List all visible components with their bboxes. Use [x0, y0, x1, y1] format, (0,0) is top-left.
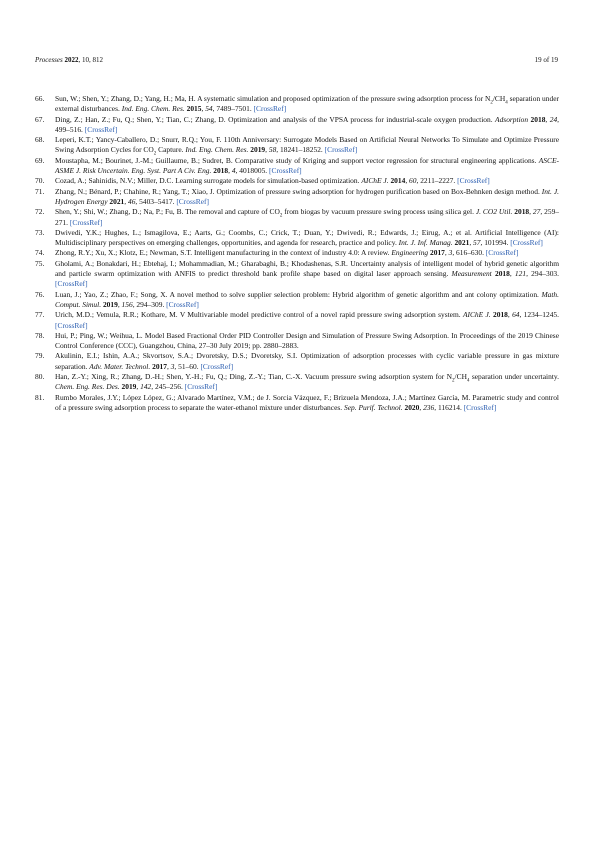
journal-title: Engineering — [391, 248, 429, 258]
reference-item — [35, 331, 559, 352]
crossref-link[interactable]: [CrossRef] — [200, 361, 234, 371]
volume-number: 236 — [423, 402, 435, 412]
reference-text: Rumbo Morales, J.Y.; López López, G.; Alvarado Martínez, V.M.; de J. Sorcia Vázquez, F.; Brizuela Mendoza, J.A.; Martínez García, M. Parametric study and control of a pressure swing adsorption process to separate the water-ethanol mixture under disturbances. — [55, 392, 559, 412]
publication-year: 2014 — [390, 176, 406, 186]
publication-year: 2020 — [404, 402, 420, 412]
journal-title: Ind. Eng. Chem. Res. — [121, 104, 185, 114]
journal-title: Int. J. Hydrogen Energy — [55, 186, 559, 206]
reference-text: , — [228, 166, 232, 176]
reference-text: , — [265, 145, 269, 155]
reference-text: separation under external disturbances. — [55, 94, 559, 114]
crossref-link[interactable]: [CrossRef] — [510, 238, 543, 248]
reference-text: , — [117, 299, 122, 309]
crossref-link[interactable]: [CrossRef] — [84, 124, 118, 134]
reference-number: 66. — [35, 94, 45, 103]
reference-text: , 2211–2227. — [416, 176, 458, 186]
reference-item — [35, 372, 559, 393]
reference-text: , — [545, 114, 550, 124]
publication-year: 2015 — [186, 104, 202, 114]
reference-text: , 116214. — [434, 402, 464, 412]
reference-text: Zhong, R.Y.; Xu, X.; Klotz, E.; Newman, S.T. Intelligent manufacturing in the context of industry 4.0: A review. — [55, 248, 392, 258]
reference-item — [35, 187, 559, 208]
crossref-link[interactable]: [CrossRef] — [184, 382, 218, 392]
reference-text: Shen, Y.; Shi, W.; Zhang, D.; Na, P.; Fu, B. The removal and capture of CO — [55, 207, 280, 217]
publication-year: 2021 — [454, 238, 470, 248]
reference-text: , 4018005. — [235, 166, 270, 176]
reference-text: , — [509, 269, 515, 279]
crossref-link[interactable]: [CrossRef] — [69, 217, 103, 227]
journal-title: AIChE J. — [361, 176, 389, 186]
volume-number: 3 — [170, 361, 175, 371]
publication-year: 2018 — [213, 166, 229, 176]
subscript: 2 — [153, 151, 157, 157]
reference-text: , — [469, 238, 474, 248]
reference-number: 74. — [35, 248, 45, 258]
page-number: 19 of 19 — [534, 56, 558, 64]
reference-item — [35, 351, 559, 372]
journal-title: Measurement — [451, 269, 492, 279]
reference-item — [35, 115, 559, 136]
reference-text: Cozad, A.; Sahinidis, N.V.; Miller, D.C. Learning surrogate models for simulation-based optimization. — [55, 176, 362, 186]
journal-year: 2022 — [64, 56, 79, 64]
journal-title: Sep. Purif. Technol. — [344, 402, 403, 412]
journal-title: Int. J. Inf. Manag. — [398, 238, 453, 248]
publication-year: 2018 — [514, 207, 530, 217]
reference-text: , 5403–5417. — [135, 196, 177, 206]
crossref-link[interactable]: [CrossRef] — [324, 145, 358, 155]
reference-text: Leperi, K.T.; Yancy-Caballero, D.; Snurr, R.Q.; You, F. 110th Anniversary: Surrogate Models Based on Artificial Neural Networks To Simulate and Optimize Pressure Swing Adsorption Cycles for CO — [55, 135, 559, 155]
reference-number: 79. — [35, 351, 45, 361]
reference-item — [35, 393, 559, 414]
reference-number: 71. — [35, 186, 45, 196]
reference-text: , — [444, 248, 449, 258]
journal-title: Adsorption — [495, 114, 529, 124]
subscript: 4 — [466, 378, 470, 384]
reference-item — [35, 94, 559, 115]
reference-text: Han, Z.-Y.; Xing, R.; Zhang, D.-H.; Shen, Y.-H.; Fu, Q.; Ding, Z.-Y.; Tian, C.-X. Vacuum pressure swing adsorption system for N — [55, 372, 453, 382]
reference-text: , — [529, 207, 533, 217]
reference-text: Capture. — [156, 145, 186, 155]
volume-number: 156 — [121, 299, 133, 309]
publication-year: 2018 — [530, 114, 546, 124]
reference-text: , 51–60. — [174, 361, 201, 371]
reference-item — [35, 248, 559, 258]
reference-item — [35, 290, 559, 311]
reference-text: /CH — [492, 94, 506, 103]
reference-number: 67. — [35, 114, 45, 124]
reference-text: , 18241–18252. — [276, 145, 325, 155]
reference-number: 72. — [35, 207, 45, 217]
publication-year: 2018 — [493, 310, 508, 320]
reference-list — [35, 94, 559, 413]
reference-text: , 101994. — [480, 238, 511, 248]
crossref-link[interactable]: [CrossRef] — [253, 104, 287, 114]
reference-text: Gholami, A.; Bonakdari, H.; Ebtehaj, I.; Mohammadian, M.; Gharabaghi, B.; Khodashenas, S.R. Uncertainty analysis of intelligent model of hybrid genetic algorithm and particle swarm optimization with ANFIS to predict threshold bank profile shape based on digital laser approach sensing. — [55, 258, 559, 279]
journal-title: J. CO2 Util. — [475, 207, 513, 217]
publication-year: 2021 — [109, 196, 125, 206]
reference-number: 80. — [35, 372, 45, 382]
reference-text: Luan, J.; Yao, Z.; Zhao, F.; Song, X. A novel method to solve supplier selection problem: Hybrid algorithm of genetic algorithm and ant colony optimization. — [55, 289, 542, 299]
volume-number: 57 — [473, 238, 481, 248]
reference-text: , — [419, 402, 424, 412]
reference-text: from biogas by vacuum pressure swing process using silica gel. — [282, 207, 476, 217]
reference-item — [35, 310, 559, 331]
reference-number: 73. — [35, 227, 45, 237]
reference-text: /CH — [454, 372, 467, 382]
reference-text: , 7489–7501. — [212, 104, 254, 114]
volume-number: 142 — [140, 382, 152, 392]
reference-item — [35, 259, 559, 290]
volume-number: 46 — [127, 196, 136, 206]
header-citation — [35, 56, 103, 64]
crossref-link[interactable]: [CrossRef] — [463, 402, 497, 412]
crossref-link[interactable]: [CrossRef] — [485, 248, 519, 258]
reference-text: , — [405, 176, 410, 186]
reference-text: Akulinin, E.I.; Ishin, A.A.; Skvortsov, S.A.; Dvoretsky, D.S.; Dvoretsky, S.I. Optimization of adsorption processes with cyclic variable pressure in gas mixture separation. — [55, 351, 559, 371]
reference-number: 70. — [35, 176, 45, 186]
reference-number: 81. — [35, 392, 45, 402]
crossref-link[interactable]: [CrossRef] — [55, 320, 88, 330]
journal-title: ASCE-ASME J. Risk Uncertain. Eng. Syst. Part A Civ. Eng. — [55, 155, 559, 176]
publication-year: 2017 — [430, 248, 445, 258]
page-header — [35, 56, 558, 64]
reference-text: Zhang, N.; Bénard, P.; Chahine, R.; Yang, T.; Xiao, J. Optimization of pressure swing adsorption for hydrogen purification based on Box-Behnken design method. — [55, 186, 542, 196]
reference-item — [35, 135, 559, 156]
subscript: 4 — [505, 100, 508, 106]
reference-text: , 259–271. — [55, 207, 560, 227]
reference-text: Ding, Z.; Han, Z.; Fu, Q.; Shen, Y.; Tian, C.; Zhang, D. Optimization and analysis of the VPSA process for industrial-scale oxygen production. — [55, 114, 496, 124]
reference-text: Urich, M.D.; Vemula, R.R.; Kothare, M. V Multivariable model predictive control of a novel rapid pressure swing adsorption system. — [55, 310, 463, 320]
publication-year: 2018 — [494, 269, 510, 279]
crossref-link[interactable]: [CrossRef] — [166, 299, 199, 309]
subscript: 2 — [279, 213, 283, 219]
reference-text: , 1234–1245. — [519, 310, 560, 320]
volume-number: 121 — [514, 269, 527, 279]
reference-number: 78. — [35, 330, 45, 340]
reference-text: , 294–309. — [132, 299, 167, 309]
reference-item — [35, 156, 559, 177]
publication-year: 2019 — [121, 382, 137, 392]
reference-number: 69. — [35, 155, 45, 165]
reference-text: , 294–303. — [526, 269, 560, 279]
subscript: 2 — [490, 100, 493, 106]
reference-text: separation under uncertainty. — [469, 372, 559, 382]
subscript: 2 — [452, 378, 455, 384]
reference-text: Hui, P.; Ping, W.; Weihua, L. Model Based Fractional Order PID Controller Design and Simulation of Pressure Swing Adsorption. In Proceedings of the 2019 Chinese Control Conference (CCC), Guangzhou, China, 27–30 July 2019; pp. 2880–2883. — [55, 330, 559, 351]
reference-number: 75. — [35, 258, 45, 268]
volume-number: 27 — [532, 207, 541, 217]
journal-volume: , 10, 812 — [78, 56, 103, 64]
reference-number: 76. — [35, 289, 45, 299]
journal-name: Processes — [35, 56, 63, 64]
reference-item — [35, 207, 559, 228]
publication-year: 2019 — [250, 145, 266, 155]
reference-text: , — [124, 196, 128, 206]
reference-text: , — [166, 361, 171, 371]
publication-year: 2019 — [102, 299, 118, 309]
journal-title: Chem. Eng. Res. Des. — [55, 382, 120, 392]
volume-number: 54 — [205, 104, 213, 114]
reference-text: Sun, W.; Shen, Y.; Zhang, D.; Yang, H.; Ma, H. A systematic simulation and proposed optimization of the pressure swing adsorption process for N — [55, 94, 491, 103]
volume-number: 64 — [512, 310, 520, 320]
reference-text: , — [136, 382, 141, 392]
crossref-link[interactable]: [CrossRef] — [269, 166, 302, 176]
crossref-link[interactable]: [CrossRef] — [176, 196, 209, 206]
volume-number: 24 — [549, 114, 558, 124]
reference-text: , 499–516. — [55, 114, 560, 134]
journal-title: Adv. Mater. Technol. — [89, 361, 151, 371]
crossref-link[interactable]: [CrossRef] — [457, 176, 490, 186]
publication-year: 2017 — [152, 361, 167, 371]
journal-title: Math. Comput. Simul. — [55, 289, 559, 309]
reference-item — [35, 176, 559, 186]
reference-number: 77. — [35, 310, 45, 320]
journal-title: Ind. Eng. Chem. Res. — [185, 145, 249, 155]
reference-number: 68. — [35, 135, 45, 145]
volume-number: 4 — [231, 166, 236, 176]
reference-text: , — [201, 104, 206, 114]
volume-number: 58 — [268, 145, 277, 155]
reference-text: Moustapha, M.; Bourinet, J.-M.; Guillaume, B.; Sudret, B. Comparative study of Kriging and support vector regression for structural engineering applications. — [55, 155, 539, 165]
volume-number: 3 — [448, 248, 453, 258]
reference-item — [35, 228, 559, 249]
journal-title: AIChE J. — [462, 310, 491, 320]
volume-number: 60 — [409, 176, 417, 186]
reference-text: , — [507, 310, 513, 320]
reference-text: , 616–630. — [452, 248, 486, 258]
reference-text: , 245–256. — [151, 382, 185, 392]
crossref-link[interactable]: [CrossRef] — [55, 279, 88, 289]
reference-text: Dwivedi, Y.K.; Hughes, L.; Ismagilova, E.; Aarts, G.; Coombs, C.; Crick, T.; Duan, Y.; Dwivedi, R.; Edwards, J.; Eirug, A.; et al. Artificial Intelligence (AI): Multidisciplinary perspectives on emerging challenges, opportunities, and agenda for research, practice and policy. — [55, 227, 559, 248]
